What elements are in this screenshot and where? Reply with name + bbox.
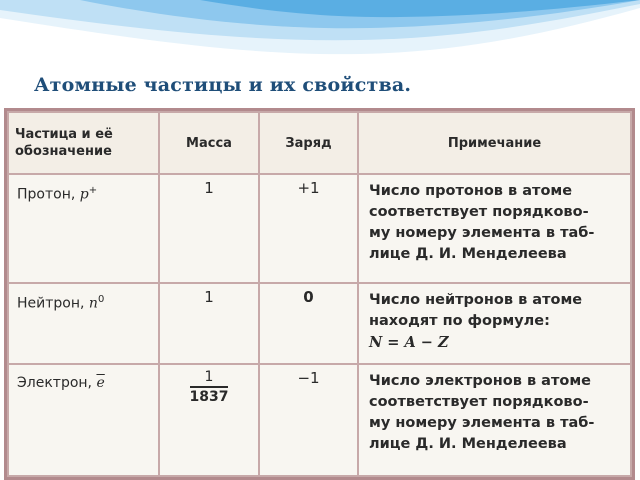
cell-particle: Протон, p+: [8, 174, 159, 283]
cell-note: Число электронов в атоме соответствует порядково- му номеру элемента в таб- лице Д. И. Менделеева: [358, 364, 631, 476]
table-header-row: [8, 112, 631, 174]
neutron-symbol: n: [88, 295, 98, 312]
cell-mass: 1: [159, 283, 259, 364]
neutron-formula: N = A − Z: [369, 334, 449, 351]
cell-note: Число протонов в атоме соответствует порядково- му номеру элемента в таб- лице Д. И. Менделеева: [358, 174, 631, 283]
header-note: Примечание: [358, 112, 631, 174]
cell-note: Число нейтронов в атоме находят по формуле: N = A − Z: [358, 283, 631, 364]
cell-particle: Нейтрон, $n^0$: [8, 283, 159, 364]
table-row-electron: [8, 364, 631, 476]
proton-symbol: p: [79, 186, 89, 203]
table-row-proton: [8, 174, 631, 283]
table-row-neutron: [8, 283, 631, 364]
slide-title: Атомные частицы и их свойства.: [34, 74, 412, 96]
header-wave-decoration: [0, 0, 640, 70]
electron-mass-fraction: $\frac{1}{1837}$: [189, 369, 229, 405]
header-mass: Масса: [159, 112, 259, 174]
cell-mass: [159, 364, 259, 476]
electron-symbol: $\overline{e}$: [96, 375, 105, 391]
fraction-bar: [190, 386, 229, 388]
header-charge: Заряд: [259, 112, 358, 174]
cell-charge: +1: [259, 174, 358, 283]
cell-charge: −1: [259, 364, 358, 476]
particles-table: [4, 108, 635, 480]
cell-charge: 0: [259, 283, 358, 364]
cell-particle: Электрон, $\overline{e}$: [8, 364, 159, 476]
header-particle: Частица и её обозначение: [8, 112, 159, 174]
cell-mass: 1: [159, 174, 259, 283]
